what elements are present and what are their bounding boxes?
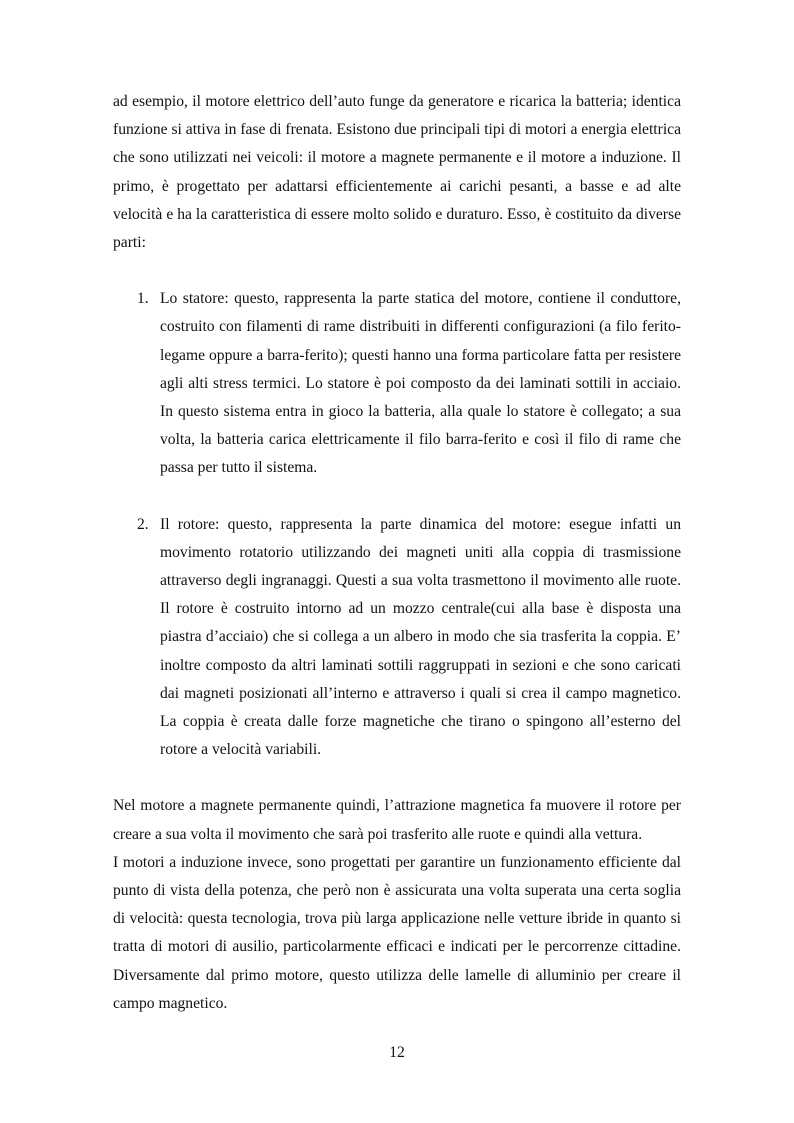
- intro-paragraph: ad esempio, il motore elettrico dell’auto funge da generatore e ricarica la batteria; identica funzione si attiva in fase di frenata. Esistono due principali tipi di motori a energia elettrica che sono utilizzati nei veicoli: il motore a magnete permanente e il motore a induzione. Il primo, è progettato per adattarsi efficientemente ai carichi pesanti, a basse e ad alte velocità e ha la caratteristica di essere molto solido e duraturo. Esso, è costituito da diverse parti:: [113, 93, 681, 252]
- list-item-text: Il rotore: questo, rappresenta la parte dinamica del motore: esegue infatti un movimento rotatorio utilizzando dei magneti uniti alla coppia di trasmissione attraverso degli ingranaggi. Questi a sua volta trasmettono il movimento alle ruote. Il rotore è costruito intorno ad un mozzo centrale(cui alla base è disposta una piastra d’acciaio) che si collega a un albero in modo che sia trasferita la coppia. E’ inoltre composto da altri laminati sottili raggruppati in sezioni e che sono caricati dai magneti posizionati all’interno e attraverso i quali si crea il campo magnetico. La coppia è creata dalle forze magnetiche che tirano o spingono all’esterno del rotore a velocità variabili.: [160, 515, 681, 759]
- document-body: [113, 88, 681, 1018]
- list-item-number: 2.: [137, 515, 149, 533]
- list-item: [113, 511, 681, 765]
- parts-list: [113, 285, 681, 764]
- induction-paragraph: I motori a induzione invece, sono progettati per garantire un funzionamento efficiente dal punto di vista della potenza, che però non è assicurata una volta superata una certa soglia di velocità: questa tecnologia, trova più larga applicazione nelle vetture ibride in quanto si tratta di motori di ausilio, particolarmente efficaci e indicati per le percorrenze cittadine. Diversamente dal primo motore, questo utilizza delle lamelle di alluminio per creare il campo magnetico.: [113, 853, 681, 1012]
- list-item: [113, 285, 681, 482]
- list-item-number: 1.: [137, 290, 149, 308]
- page-number: 12: [389, 1044, 405, 1061]
- list-item-text: Lo statore: questo, rappresenta la parte statica del motore, contiene il conduttore, costruito con filamenti di rame distribuiti in differenti configurazioni (a filo ferito-legame oppure a barra-ferito); questi hanno una forma particolare fatta per resistere agli alti stress termici. Lo statore è poi composto da dei laminati sottili in acciaio. In questo sistema entra in gioco la batteria, alla quale lo statore è collegato; a sua volta, la batteria carica elettricamente il filo barra-ferito e così il filo di rame che passa per tutto il sistema.: [160, 290, 681, 477]
- permanent-magnet-paragraph: Nel motore a magnete permanente quindi, l’attrazione magnetica fa muovere il rotore per creare a sua volta il movimento che sarà poi trasferito alle ruote e quindi alla vettura.: [113, 797, 681, 843]
